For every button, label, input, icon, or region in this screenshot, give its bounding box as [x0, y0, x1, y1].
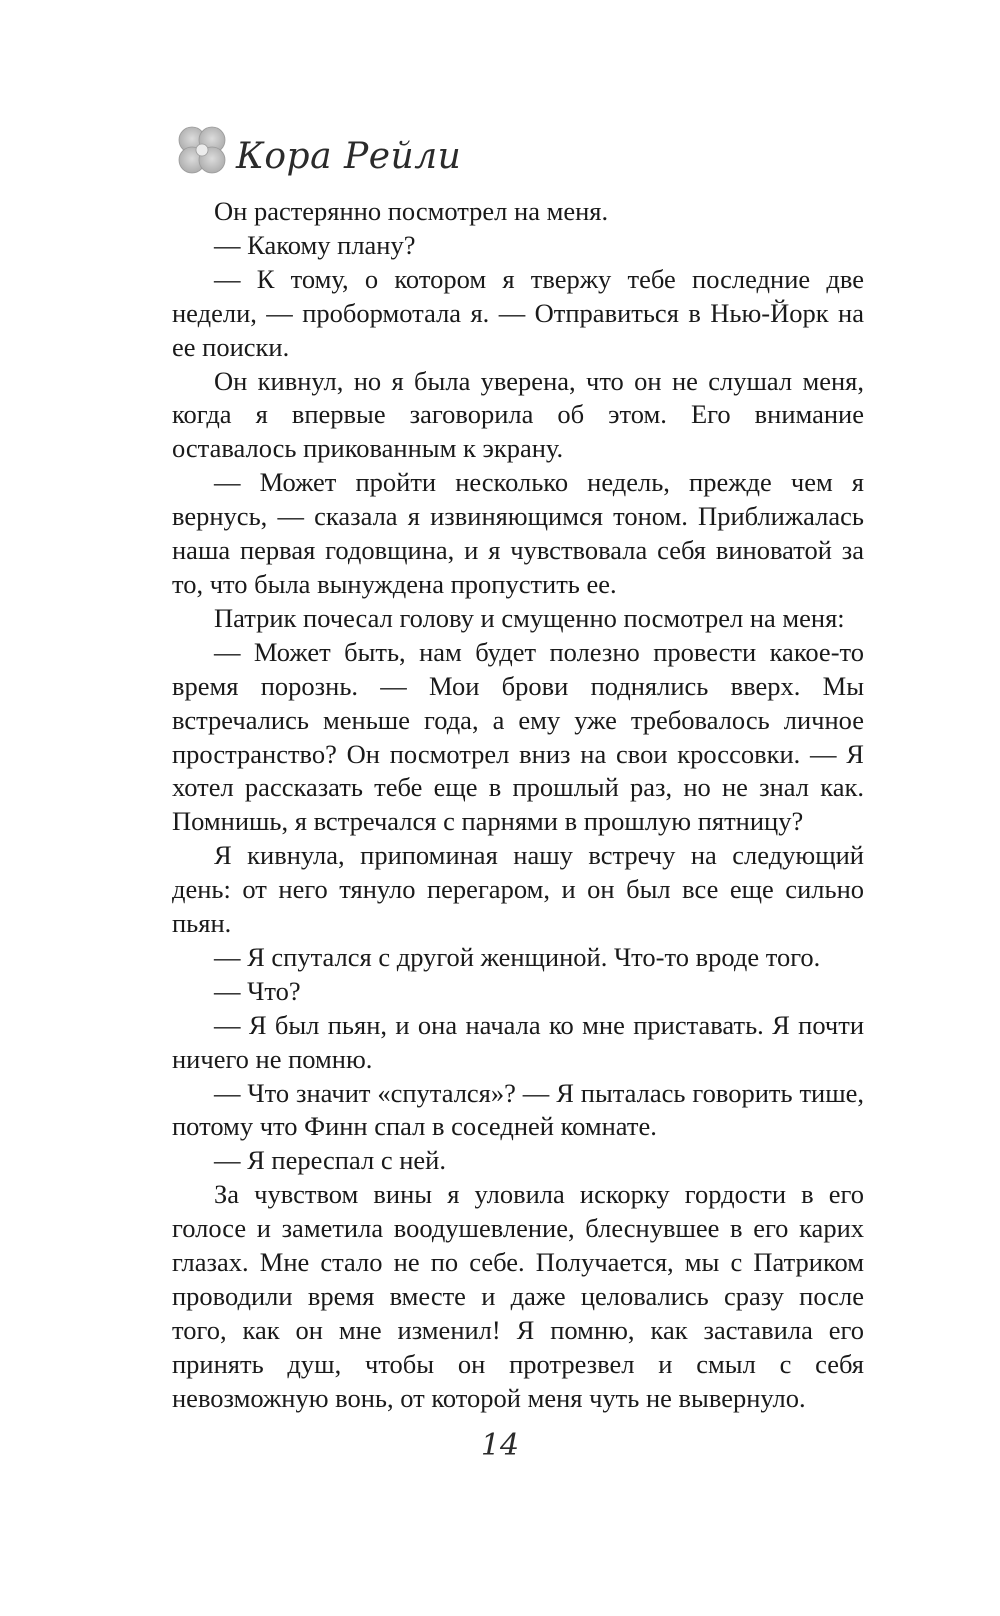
paragraph: Он кивнул, но я была уверена, что он не слушал меня, когда я впервые заговорила об этом. Его внимание оставалось прикованным к экрану. [172, 365, 864, 464]
paragraph: — Я был пьян, и она начала ко мне приставать. Я почти ничего не помню. [172, 1009, 864, 1074]
four-leaf-flower-icon [172, 120, 232, 180]
page-number: 14 [480, 1428, 520, 1463]
author-name: Кора Рейли [236, 135, 462, 177]
paragraph: — Какому плану? [214, 229, 416, 260]
paragraph: — Может пройти несколько недель, прежде чем я вернусь, — сказала я извиняющимся тоном. Приближалась наша первая годовщина, и я чувствовала себя виноватой за то, что была вынуждена пропустить ее. [172, 467, 864, 599]
paragraph: — К тому, о котором я твержу тебе последние две недели, — пробормотала я. — Отправиться в Нью-Йорк на ее поиски. [172, 263, 864, 362]
paragraph: Он растерянно посмотрел на меня. [214, 196, 609, 226]
running-header [172, 118, 461, 182]
paragraph: — Что значит «спутался»? — Я пыталась говорить тише, потому что Финн спал в соседней комнате. [172, 1077, 864, 1142]
paragraph: За чувством вины я уловила искорку гордости в его голосе и заметила воодушевление, блеснувшее в его карих глазах. Мне стало не по себе. Получается, мы с Патриком проводили время вместе и даже целовались сразу после того, как он мне изменил! Я помню, как заставила его принять душ, чтобы он протрезвел и смыл с себя невозможную вонь, от которой меня чуть не вывернуло. [172, 1179, 864, 1413]
paragraph: — Я спутался с другой женщиной. Что-то вроде того. [214, 941, 821, 972]
paragraph: Я кивнула, припоминая нашу встречу на следующий день: от него тянуло перегаром, и он был все еще сильно пьян. [172, 840, 864, 939]
body-text [172, 195, 864, 1416]
paragraph: Патрик почесал голову и смущенно посмотрел на меня: [214, 602, 845, 633]
paragraph: — Что? [214, 975, 301, 1006]
paragraph: — Я переспал с ней. [214, 1145, 446, 1176]
paragraph: — Может быть, нам будет полезно провести какое-то время порознь. — Мои брови поднялись вверх. Мы встречались меньше года, а ему уже требовалось личное пространство? Он посмотрел вниз на свои кроссовки. — Я хотел рассказать тебе еще в прошлый раз, но не знал как. Помнишь, я встречался с парнями в прошлую пятницу? [172, 636, 864, 837]
